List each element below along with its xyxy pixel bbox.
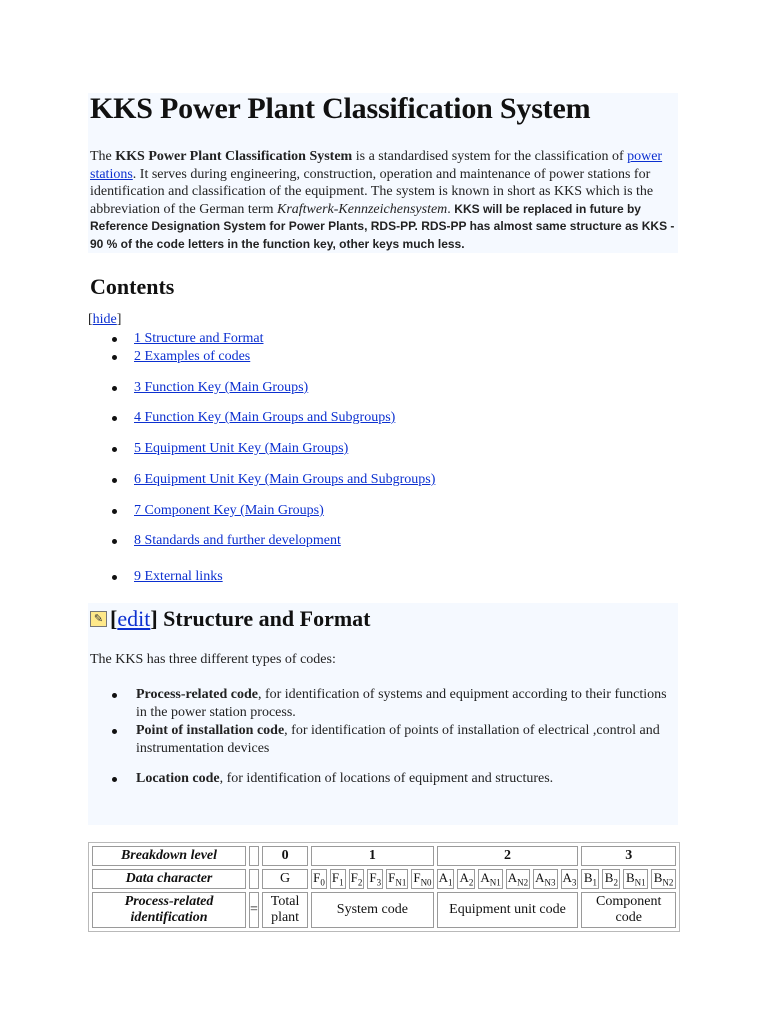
hide-bracket-close: ]	[116, 312, 122, 327]
data-char-a: $A_1$	[438, 870, 453, 888]
code-type-desc: , for identification of points of installation of electrical ,control and instrumentation devices	[136, 723, 660, 756]
types-intro: The KKS has three different types of codes:	[90, 652, 336, 667]
data-char-b: $B_{N1}$	[623, 869, 648, 889]
intro-text-1: The	[90, 149, 116, 164]
section-heading	[90, 606, 371, 632]
data-char-f: $F_3$	[369, 870, 382, 888]
data-char-f: $F_2$	[350, 870, 363, 888]
bullet-icon	[112, 777, 117, 782]
process-related-label: Process-related identification	[92, 892, 246, 928]
data-char-b: $B_{N2}$	[651, 869, 676, 889]
data-char-g: G	[262, 869, 308, 889]
intro-rdspp-note: KKS will be replaced in future by Reference Designation System for Power Plants, RDS-PP. RDS-PP has almost same structure as KKS - 90 % of the code letters in the function key, other keys much less.	[90, 201, 675, 251]
intro-text-4: .	[447, 201, 455, 217]
toc-link-external[interactable]: 9 External links	[134, 569, 223, 584]
level-2: 2	[437, 846, 579, 866]
breakdown-level-label: Breakdown level	[92, 846, 246, 866]
bullet-icon	[112, 693, 117, 698]
code-type-desc: , for identification of systems and equipment according to their functions in the power station process.	[136, 687, 667, 720]
bullet-icon	[112, 416, 117, 421]
code-type-name: Location code	[136, 771, 220, 786]
data-char-f: $F_0$	[313, 870, 325, 888]
edit-pencil-icon[interactable]: ✎	[90, 611, 107, 627]
data-char-a: $A_3$	[562, 870, 577, 888]
toc-link-examples[interactable]: 2 Examples of codes	[134, 349, 251, 364]
section-title: Structure and Format	[157, 606, 371, 631]
bullet-icon	[112, 509, 117, 514]
bullet-icon	[112, 478, 117, 483]
edit-bracket-open: [	[110, 606, 118, 631]
toc-link-function-key-sub[interactable]: 4 Function Key (Main Groups and Subgroups)	[134, 410, 396, 425]
bullet-icon	[112, 575, 117, 580]
hide-link[interactable]: hide	[92, 312, 117, 327]
hide-bracket-open: [	[88, 312, 93, 327]
power-stations-link[interactable]: power stations	[90, 149, 663, 182]
component-code-cell: Component code	[581, 892, 676, 928]
table-row	[92, 846, 676, 866]
bullet-icon	[112, 447, 117, 452]
page-title: KKS Power Plant Classification System	[90, 92, 591, 125]
level-3: 3	[581, 846, 676, 866]
toc-link-equipment-key-main[interactable]: 5 Equipment Unit Key (Main Groups)	[134, 441, 349, 456]
bullet-icon	[112, 355, 117, 360]
intro-paragraph	[90, 148, 675, 253]
data-char-a: $A_{N2}$	[507, 870, 529, 888]
toc-link-equipment-key-sub[interactable]: 6 Equipment Unit Key (Main Groups and Subgroups)	[134, 472, 436, 487]
edit-link[interactable]: edit	[117, 606, 151, 631]
contents-heading: Contents	[90, 274, 175, 299]
total-plant-cell: Total plant	[262, 892, 308, 928]
toc-link-standards[interactable]: 8 Standards and further development	[134, 533, 341, 548]
code-type-desc: , for identification of locations of equipment and structures.	[219, 771, 554, 786]
code-type-name: Process-related code	[136, 687, 258, 702]
blank-cell	[249, 846, 259, 866]
intro-german-term: Kraftwerk-Kennzeichensystem	[276, 201, 448, 217]
table-row	[92, 869, 676, 889]
intro-text-3: . It serves during engineering, construction, operation and maintenance of power stations for identification and classification of the equipment. The system is known in short as KKS which is the abbreviation of the German term	[90, 166, 654, 217]
toc-link-structure[interactable]: 1 Structure and Format	[134, 331, 264, 346]
equals-cell: =	[249, 892, 259, 928]
toc-link-component-key[interactable]: 7 Component Key (Main Groups)	[134, 503, 324, 518]
data-char-f: $F_{N1}$	[388, 870, 407, 888]
bullet-icon	[112, 539, 117, 544]
data-char-b: $B_2$	[602, 869, 620, 889]
system-code-cell: System code	[311, 892, 433, 928]
bullet-icon	[112, 386, 117, 391]
blank-cell	[249, 869, 259, 889]
data-char-a: $A_{N1}$	[480, 870, 501, 888]
data-char-b: $B_1$	[581, 869, 599, 889]
data-char-a: $A_{N3}$	[535, 870, 556, 888]
code-type-name: Point of installation code	[136, 723, 285, 738]
bullet-icon	[112, 337, 117, 342]
toc-hide-toggle	[88, 312, 121, 328]
data-character-label: Data character	[92, 869, 246, 889]
data-char-f: $F_1$	[331, 870, 344, 888]
data-char-f: $F_{N0}$	[413, 870, 432, 888]
toc-link-function-key-main[interactable]: 3 Function Key (Main Groups)	[134, 380, 309, 395]
equipment-unit-code-cell: Equipment unit code	[437, 892, 579, 928]
level-0: 0	[262, 846, 308, 866]
table-row	[92, 892, 676, 928]
level-1: 1	[311, 846, 433, 866]
breakdown-table	[88, 842, 680, 932]
edit-bracket-close: ]	[150, 606, 158, 631]
intro-text-2: is a standardised system for the classification of	[352, 149, 628, 164]
bullet-icon	[112, 729, 117, 734]
data-char-a: $A_2$	[459, 870, 474, 888]
intro-bold-term: KKS Power Plant Classification System	[115, 149, 353, 164]
